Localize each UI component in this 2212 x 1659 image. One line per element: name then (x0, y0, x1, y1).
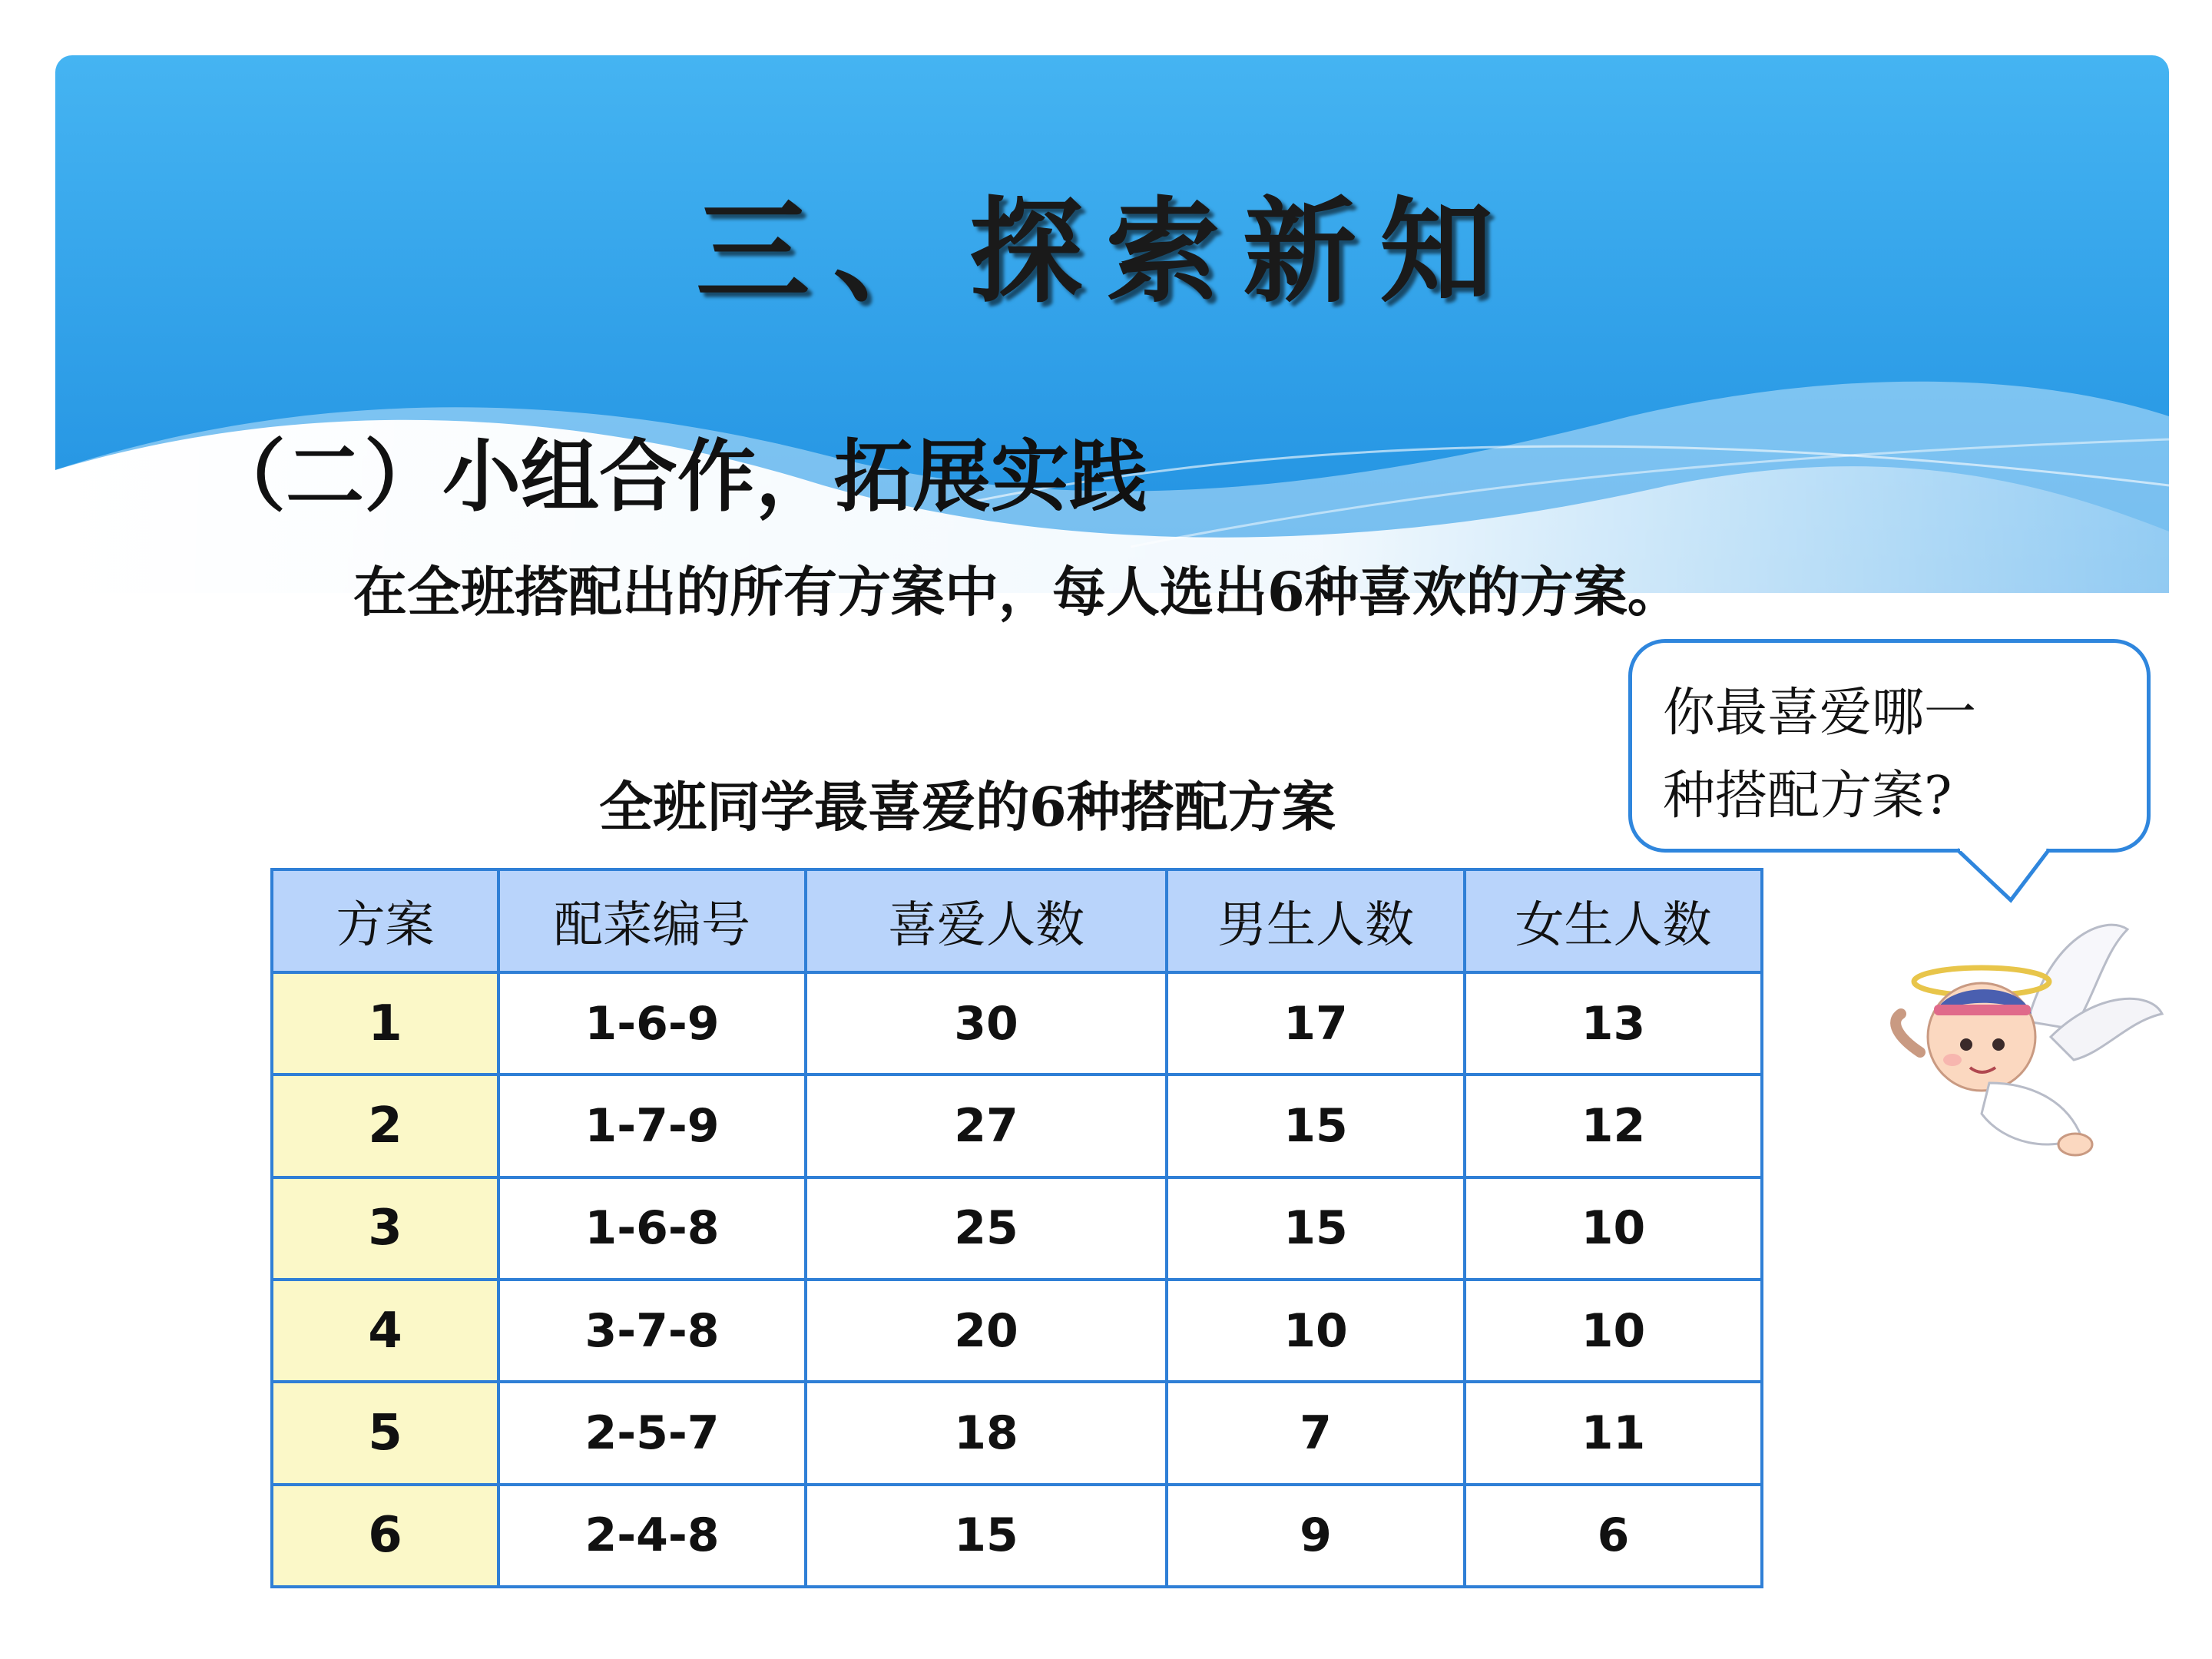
cell-dish-code: 1-6-9 (498, 972, 806, 1075)
table-row (272, 1075, 1762, 1177)
col-header-likes: 喜爱人数 (806, 869, 1167, 972)
cell-dish-code: 2-4-8 (498, 1485, 806, 1587)
cell-boys: 15 (1167, 1075, 1465, 1177)
cell-plan: 4 (272, 1280, 498, 1382)
cell-girls: 12 (1465, 1075, 1762, 1177)
instruction-text: 在全班搭配出的所有方案中，每人选出6种喜欢的方案。 (353, 560, 1681, 624)
speech-bubble-line-2: 种搭配方案? (1663, 766, 1952, 826)
cell-likes: 20 (806, 1280, 1167, 1382)
cell-dish-code: 3-7-8 (498, 1280, 806, 1382)
cell-boys: 7 (1167, 1382, 1465, 1484)
table-caption: 全班同学最喜爱的6种搭配方案 (599, 775, 1336, 839)
table-header-row (272, 869, 1762, 972)
cell-plan: 1 (272, 972, 498, 1075)
table-row (272, 1485, 1762, 1587)
cherub-illustration (1874, 906, 2166, 1183)
cell-plan: 2 (272, 1075, 498, 1177)
cell-likes: 30 (806, 972, 1167, 1075)
speech-bubble-tail (1957, 845, 2065, 906)
col-header-dish-code: 配菜编号 (498, 869, 806, 972)
cell-dish-code: 1-6-8 (498, 1177, 806, 1280)
section-subtitle: （二）小组合作，拓展实践 (207, 431, 1147, 523)
cell-dish-code: 2-5-7 (498, 1382, 806, 1484)
cell-boys: 17 (1167, 972, 1465, 1075)
cell-dish-code: 1-7-9 (498, 1075, 806, 1177)
speech-bubble-line-1: 你最喜爱哪一 (1663, 683, 1977, 743)
cell-likes: 18 (806, 1382, 1167, 1484)
cell-likes: 15 (806, 1485, 1167, 1587)
cell-likes: 27 (806, 1075, 1167, 1177)
cell-boys: 9 (1167, 1485, 1465, 1587)
cell-plan: 6 (272, 1485, 498, 1587)
cell-plan: 5 (272, 1382, 498, 1484)
table-row (272, 1382, 1762, 1484)
col-header-boys: 男生人数 (1167, 869, 1465, 972)
table-row (272, 972, 1762, 1075)
cell-plan: 3 (272, 1177, 498, 1280)
col-header-girls: 女生人数 (1465, 869, 1762, 972)
col-header-plan: 方案 (272, 869, 498, 972)
cell-girls: 6 (1465, 1485, 1762, 1587)
plan-table (270, 868, 1763, 1588)
cell-girls: 11 (1465, 1382, 1762, 1484)
speech-bubble (1628, 639, 2151, 853)
cell-boys: 10 (1167, 1280, 1465, 1382)
cell-boys: 15 (1167, 1177, 1465, 1280)
table-row (272, 1280, 1762, 1382)
cell-likes: 25 (806, 1177, 1167, 1280)
cell-girls: 13 (1465, 972, 1762, 1075)
table-row (272, 1177, 1762, 1280)
page-title: 三、探索新知 (696, 184, 1516, 318)
cell-girls: 10 (1465, 1177, 1762, 1280)
cell-girls: 10 (1465, 1280, 1762, 1382)
